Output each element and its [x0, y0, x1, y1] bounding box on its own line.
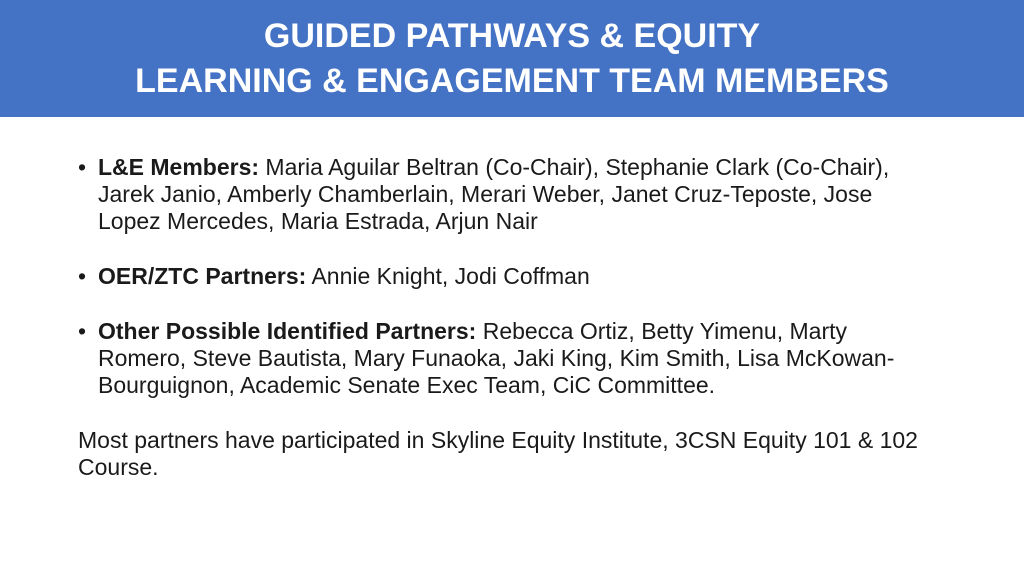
- bullet-oer-ztc-partners: [78, 263, 938, 290]
- bullet-text: Rebecca Ortiz, Betty Yimenu, Marty Romero, Steve Bautista, Mary Funaoka, Jaki King, Kim Smith, Lisa McKowan-Bourguignon, Academic Senate Exec Team, CiC Committee.: [98, 318, 895, 398]
- bullet-dot: •: [78, 154, 87, 180]
- closing-paragraph: Most partners have participated in Skyline Equity Institute, 3CSN Equity 101 & 102 Course.: [78, 427, 918, 480]
- bullet-dot: •: [78, 318, 87, 344]
- bullet-label: Other Possible Identified Partners:: [98, 318, 477, 344]
- title-line-1: GUIDED PATHWAYS & EQUITY: [263, 16, 761, 55]
- bullet-text: Annie Knight, Jodi Coffman: [306, 263, 590, 289]
- content-body: [78, 154, 938, 481]
- bullet-dot: •: [78, 263, 87, 289]
- bullet-text: Maria Aguilar Beltran (Co-Chair), Stephanie Clark (Co-Chair), Jarek Janio, Amberly Chamberlain, Merari Weber, Janet Cruz-Teposte, Jose Lopez Mercedes, Maria Estrada, Arjun Nair: [98, 154, 890, 234]
- title-banner: [0, 0, 1024, 117]
- bullet-le-members: [78, 154, 938, 235]
- title-line-2: LEARNING & ENGAGEMENT TEAM MEMBERS: [135, 61, 889, 100]
- bullet-other-partners: [78, 318, 938, 399]
- bullet-label: L&E Members:: [98, 154, 260, 180]
- bullet-label: OER/ZTC Partners:: [98, 263, 307, 289]
